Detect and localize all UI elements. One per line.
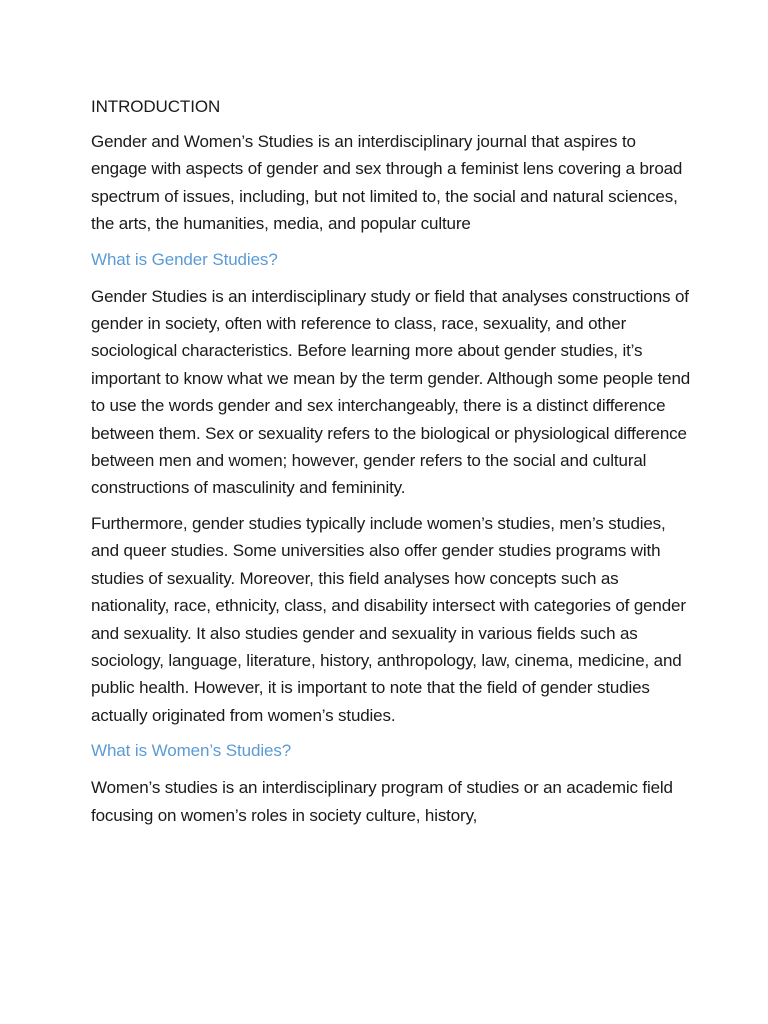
gender-studies-paragraph-2: Furthermore, gender studies typically include women’s studies, men’s studies, and queer studies. Some universities also offer gender studies programs with studies of sexuality. Moreover, this field analyses how concepts such as nationality, race, ethnicity, class, and disability intersect with categories of gender and sexuality. It also studies gender and sexuality in various fields such as sociology, language, literature, history, anthropology, law, cinema, medicine, and public health. However, it is important to note that the field of gender studies actually originated from women’s studies. [91,513,686,725]
womens-studies-heading: What is Women’s Studies? [91,741,292,761]
intro-paragraph: Gender and Women’s Studies is an interdisciplinary journal that aspires to engage with aspects of gender and sex through a feminist lens covering a broad spectrum of issues, including, but not limited to, the social and natural sciences, the arts, the humanities, media, and popular culture [91,132,683,234]
gender-studies-paragraph-1: Gender Studies is an interdisciplinary study or field that analyses constructions of gender in society, often with reference to class, race, sexuality, and other sociological characteristics. Before learning more about gender studies, it’s important to know what we mean by the term gender. Although some people tend to use the words gender and sex interchangeably, there is a distinct difference between them. Sex or sexuality refers to the biological or physiological difference between men and women; however, gender refers to the social and cultural constructions of masculinity and femininity. [91,286,691,498]
document-page [91,93,691,837]
womens-studies-paragraph-1: Women’s studies is an interdisciplinary program of studies or an academic field focusing on women’s roles in society culture, history, [91,778,673,825]
gender-studies-heading: What is Gender Studies? [91,249,278,269]
intro-heading: INTRODUCTION [91,97,221,116]
